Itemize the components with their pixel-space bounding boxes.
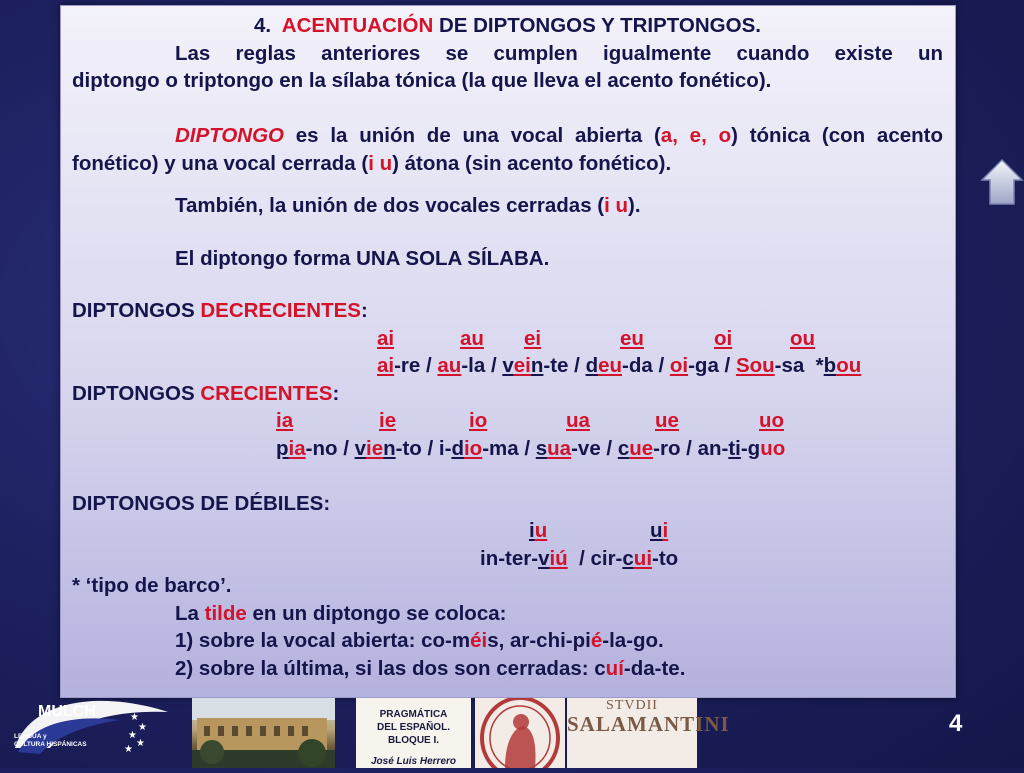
slide-content-panel (60, 5, 956, 698)
mulch-logo (10, 690, 170, 760)
diphthong-pair: oi (714, 326, 733, 350)
debiles-examples: in-ter-viú / cir-cui-to (480, 546, 679, 570)
tilde-rule-1: 1) sobre la vocal abierta: co-méis, ar-chi-pié-la-go. (175, 629, 664, 652)
paragraph-1-line-1: Las reglas anteriores se cumplen igualmente cuando existe un (175, 41, 943, 65)
footnote: * ‘tipo de barco’. (72, 574, 232, 597)
closed-vowels: i u (368, 151, 393, 175)
diphthong-pair: uo (759, 409, 785, 432)
paragraph-4: El diptongo forma UNA SOLA SÍLABA. (175, 246, 550, 270)
crecientes-pairs (72, 407, 943, 435)
home-icon (980, 158, 1024, 208)
slide-title: 4. ACENTUACIÓN DE DIPTONGOS Y TRIPTONGOS. (254, 14, 761, 37)
tilde-rule-intro: La tilde en un diptongo se coloca: (175, 601, 507, 625)
diphthong-pair: ie (379, 409, 397, 432)
paragraph-1-line-2: diptongo o triptongo en la sílaba tónica (la que lleva el acento fonético). (72, 69, 772, 92)
diphthong-pair: ia (276, 409, 294, 432)
salamanca-logo: STVDII SALAMANTINI (567, 698, 697, 768)
debiles-heading: DIPTONGOS DE DÉBILES: (72, 491, 331, 515)
diphthong-pair: io (469, 409, 488, 432)
crecientes-heading: DIPTONGOS CRECIENTES: (72, 381, 340, 405)
decrecientes-examples: ai-re / au-la / vein-te / deu-da / oi-ga / Sou-sa *bou (377, 354, 862, 377)
diphthong-pair: ua (566, 409, 590, 432)
debiles-pairs (72, 517, 943, 545)
diphthong-pair: au (460, 326, 484, 350)
svg-text:★: ★ (128, 730, 137, 741)
decrecientes-heading: DIPTONGOS DECRECIENTES: (72, 299, 368, 322)
svg-text:★: ★ (124, 744, 133, 755)
crecientes-examples: pia-no / vien-to / i-dio-ma / sua-ve / cue-ro / an-ti-guo (276, 436, 786, 460)
mulch-subtitle: LENGUA y CULTURA HISPÁNICAS (14, 733, 87, 748)
svg-text:★: ★ (138, 722, 147, 733)
mulch-wordmark: MULCH (38, 703, 96, 720)
diphthong-pair: eu (620, 326, 644, 350)
diphthong-pair: ou (790, 326, 816, 350)
decrecientes-pairs (72, 325, 943, 353)
paragraph-2-line-1: DIPTONGO es la unión de una vocal abierta (a, e, o) tónica (con acento (175, 124, 943, 147)
university-building-photo (192, 698, 335, 768)
diphthong-pair: ei (524, 326, 542, 350)
diphthong-pair: iu (529, 519, 548, 542)
svg-text:★: ★ (130, 712, 139, 723)
diphthong-pair: ue (655, 409, 679, 432)
university-seal (475, 698, 565, 768)
book-cover: PRAGMÁTICA DEL ESPAÑOL. BLOQUE I. José Luis Herrero (356, 698, 471, 768)
diphthong-pair: ui (650, 519, 669, 542)
diphthong-pair: ai (377, 326, 395, 350)
slide-page-number: 4 (949, 710, 963, 737)
paragraph-3: También, la unión de dos vocales cerradas (i u). (175, 194, 641, 217)
home-button[interactable] (980, 158, 1024, 208)
diptongo-term: DIPTONGO (175, 124, 284, 147)
title-accent-word: ACENTUACIÓN (281, 14, 434, 37)
svg-text:★: ★ (136, 738, 145, 749)
tilde-rule-2: 2) sobre la última, si las dos son cerradas: cuí-da-te. (175, 656, 686, 680)
open-vowels: a, e, o (660, 124, 732, 147)
paragraph-2-line-2: fonético) y una vocal cerrada (i u) átona (sin acento fonético). (72, 151, 672, 175)
